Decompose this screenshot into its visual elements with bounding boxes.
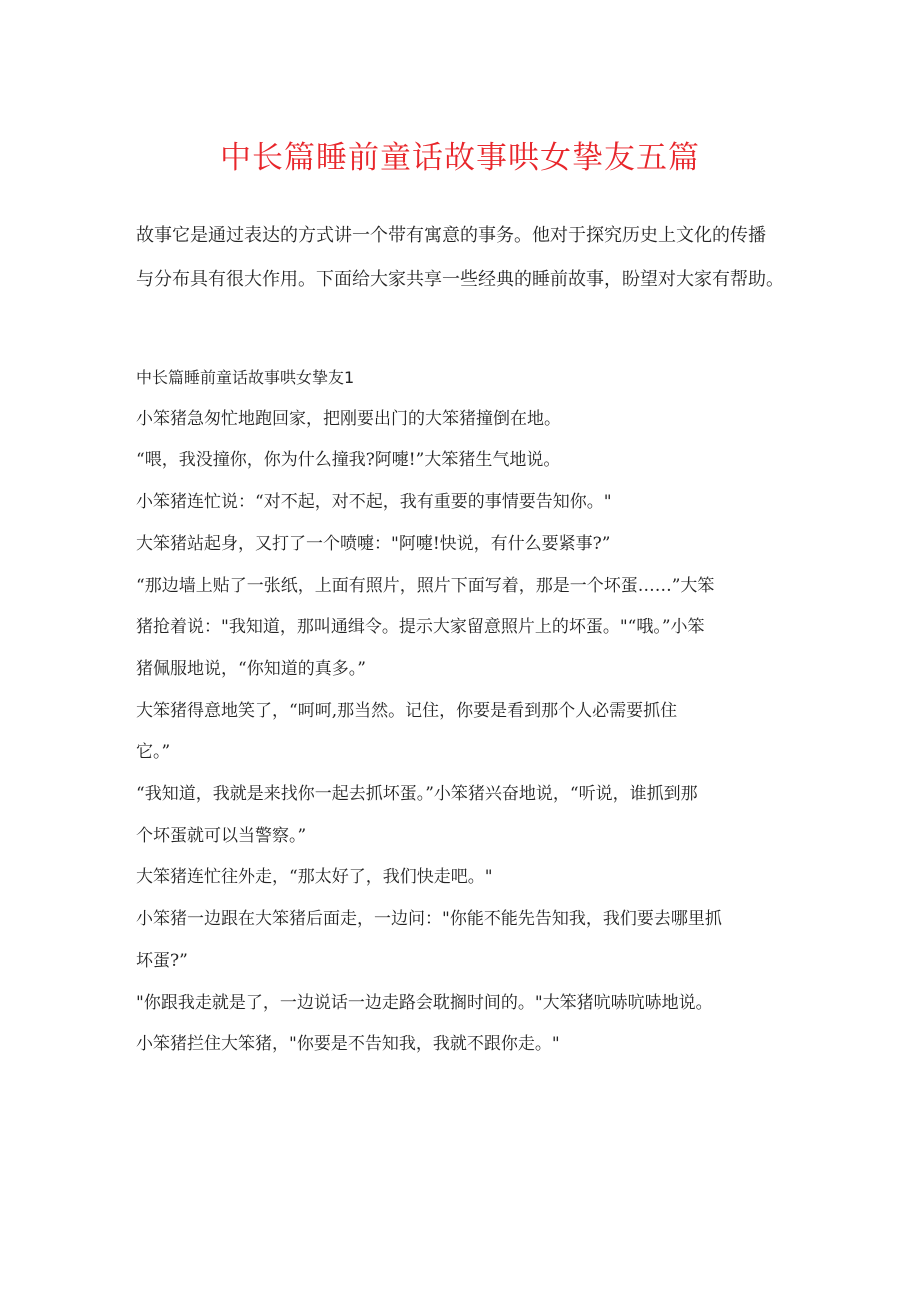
- document-title: 中长篇睡前童话故事哄女挚友五篇: [220, 140, 700, 176]
- story-line: “喂，我没撞你，你为什么撞我?阿嚏!”大笨猪生气地说。: [136, 450, 561, 471]
- story-body: [136, 357, 796, 1066]
- story-line: 坏蛋?”: [136, 950, 188, 971]
- story-line: 猪抢着说："我知道，那叫通缉令。提示大家留意照片上的坏蛋。"“哦。”小笨: [136, 617, 705, 638]
- intro-line: 故事它是通过表达的方式讲一个带有寓意的事务。他对于探究历史上文化的传播: [136, 225, 766, 246]
- story-line: 大笨猪得意地笑了，“呵呵,那当然。记住，你要是看到那个人必需要抓住: [136, 700, 678, 721]
- story-line: 小笨猪连忙说：“对不起，对不起，我有重要的事情要告知你。": [136, 492, 612, 513]
- story-line: 大笨猪连忙往外走，“那太好了，我们快走吧。": [136, 867, 493, 888]
- story-line: 它。”: [136, 742, 171, 763]
- story-line: "你跟我走就是了，一边说话一边走路会耽搁时间的。"大笨猪吭哧吭哧地说。: [136, 992, 713, 1013]
- story-line: “我知道，我就是来找你一起去抓坏蛋。”小笨猪兴奋地说，“听说，谁抓到那: [136, 784, 698, 805]
- story-line: 小笨猪拦住大笨猪，"你要是不告知我，我就不跟你走。": [136, 1034, 560, 1055]
- intro-paragraph: [136, 214, 796, 302]
- story-line: 小笨猪急匆忙地跑回家，把刚要出门的大笨猪撞倒在地。: [136, 408, 561, 429]
- story-line: 小笨猪一边跟在大笨猪后面走，一边问："你能不能先告知我，我们要去哪里抓: [136, 909, 722, 930]
- story-heading: 中长篇睡前童话故事哄女挚友1: [136, 368, 355, 387]
- story-line: 大笨猪站起身，又打了一个喷嚏："阿嚏!快说，有什么要紧事?”: [136, 533, 611, 554]
- intro-line: 与分布具有很大作用。下面给大家共享一些经典的睡前故事，盼望对大家有帮助。: [136, 269, 784, 290]
- story-line: “那边墙上贴了一张纸，上面有照片，照片下面写着，那是一个坏蛋……”大笨: [136, 575, 715, 596]
- story-line: 个坏蛋就可以当警察。”: [136, 825, 307, 846]
- story-line: 猪佩服地说，“你知道的真多。”: [136, 658, 366, 679]
